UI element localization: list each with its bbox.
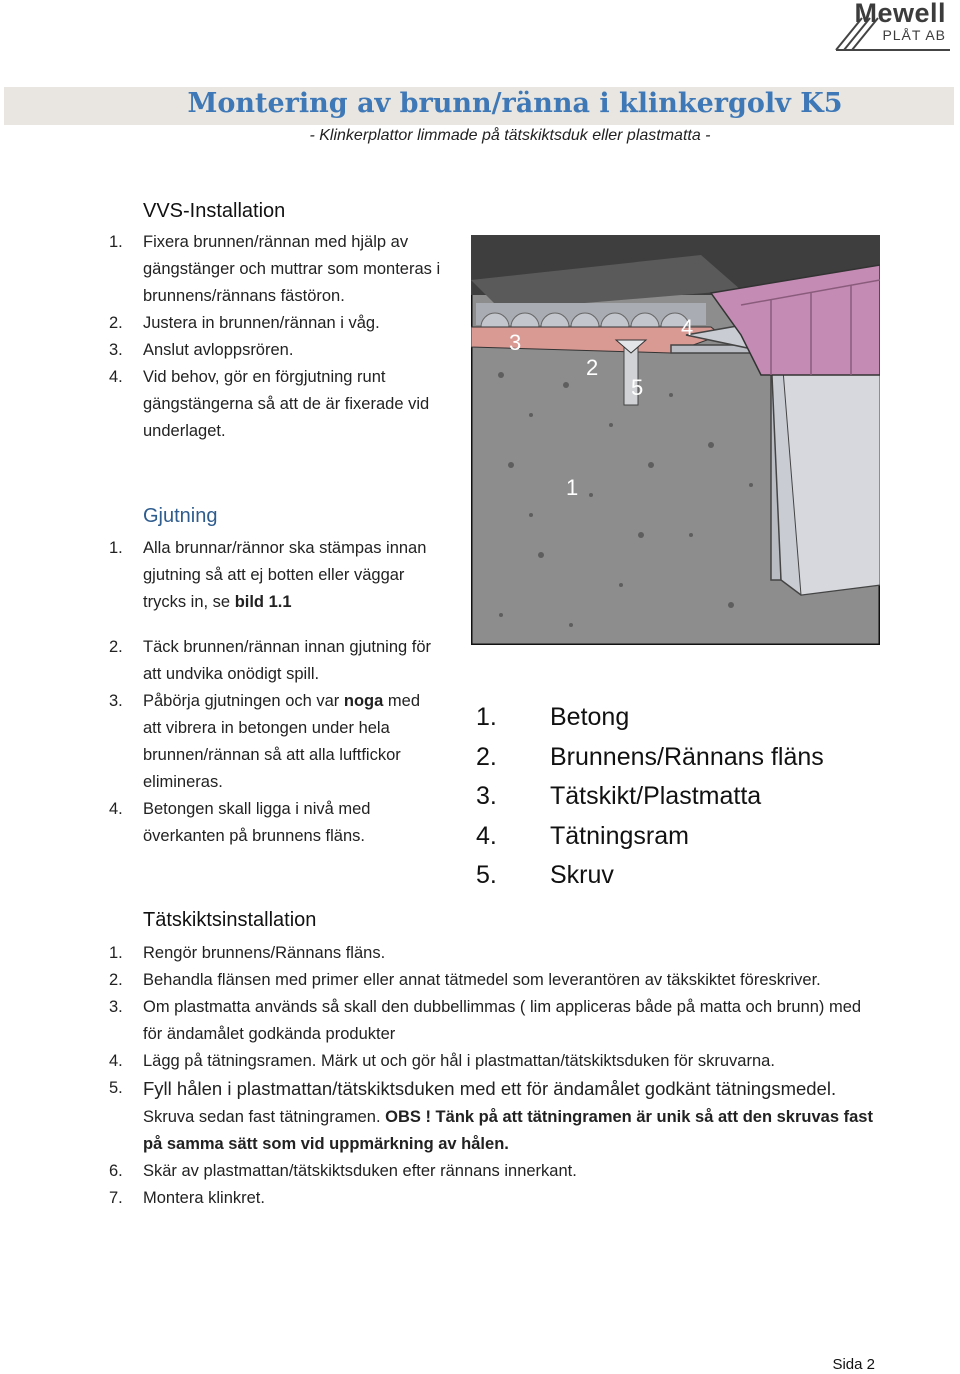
page-title: Montering av brunn/ränna i klinkergolv K5	[187, 88, 843, 119]
legend-item: 3. Tätskikt/Plastmatta	[476, 782, 762, 810]
list-item: 2. Justera in brunnen/rännan i våg.	[109, 314, 380, 332]
page-subtitle: - Klinkerplattor limmade på tätskiktsduk eller plastmatta -	[309, 127, 711, 144]
legend-item: 5. Skruv	[476, 861, 614, 889]
list-item: 1. Rengör brunnens/Rännans fläns.	[109, 944, 386, 962]
gjutning-list	[109, 535, 434, 850]
list-item: 4. Vid behov, gör en förgjutning runt gängstängerna så att de är fixerade vid underlaget.	[109, 368, 430, 440]
list-item: 4. Betongen skall ligga i nivå med överkanten på brunnens fläns.	[109, 800, 371, 845]
list-item: 3. Anslut avloppsrören.	[109, 341, 294, 359]
label-2: 2	[586, 355, 599, 380]
legend-item: 1. Betong	[476, 703, 630, 731]
list-item: 3. Påbörja gjutningen och var noga med att vibrera in betongen under hela brunnen/rännan så att alla luftfickor elimineras.	[109, 692, 420, 791]
legend-item: 2. Brunnens/Rännans fläns	[476, 742, 824, 771]
legend-item: 4. Tätningsram	[476, 821, 689, 850]
label-1: 1	[566, 475, 579, 500]
label-4: 4	[681, 315, 694, 340]
vvs-list	[109, 229, 454, 445]
label-5: 5	[631, 375, 644, 400]
list-item: 3. Om plastmatta används så skall den dubbellimmas ( lim appliceras både på matta och brunn) med för ändamålet godkända produkter	[109, 998, 862, 1043]
page-number: Sida 2	[832, 1356, 875, 1373]
list-item: 2. Täck brunnen/rännan innan gjutning för att undvika onödigt spill.	[109, 638, 432, 683]
drain-cross-section-diagram	[471, 235, 880, 645]
list-item: 6. Skär av plastmattan/tätskiktsduken efter rännans innerkant.	[109, 1162, 577, 1180]
diagram-legend	[476, 698, 824, 896]
list-item: 1. Fixera brunnen/rännan med hjälp av gängstänger och muttrar som monteras i brunnens/rännans fästöron.	[109, 233, 441, 305]
list-item: 1. Alla brunnar/rännor ska stämpas innan gjutning så att ej botten eller väggar trycks in, se bild 1.1	[109, 539, 427, 611]
list-item: 2. Behandla flänsen med primer eller annat tätmedel som leverantören av täkskiktet föreskriver.	[109, 971, 821, 989]
logo-subtext: PLÅT AB	[882, 27, 946, 43]
tatskikt-heading: Tätskiktsinstallation	[143, 909, 317, 931]
logo-text: Mewell	[854, 0, 946, 28]
list-item: 4. Lägg på tätningsramen. Märk ut och gör hål i plastmattan/tätskiktsduken för skruvarna.	[109, 1052, 775, 1070]
list-item: 5. Fyll hålen i plastmattan/tätskiktsduken med ett för ändamålet godkänt tätningsmedel. Skruva sedan fast tätningramen. OBS ! Tänk på att tätningramen är unik så att den skruvas fast på samma sätt som vid uppmärkning av hålen.	[109, 1078, 873, 1153]
gjutning-heading: Gjutning	[143, 505, 218, 527]
list-item: 7. Montera klinkret.	[109, 1189, 265, 1207]
label-3: 3	[509, 330, 522, 355]
vvs-heading: VVS-Installation	[143, 200, 286, 222]
company-logo	[834, 0, 952, 52]
tatskikt-list	[109, 940, 879, 1212]
